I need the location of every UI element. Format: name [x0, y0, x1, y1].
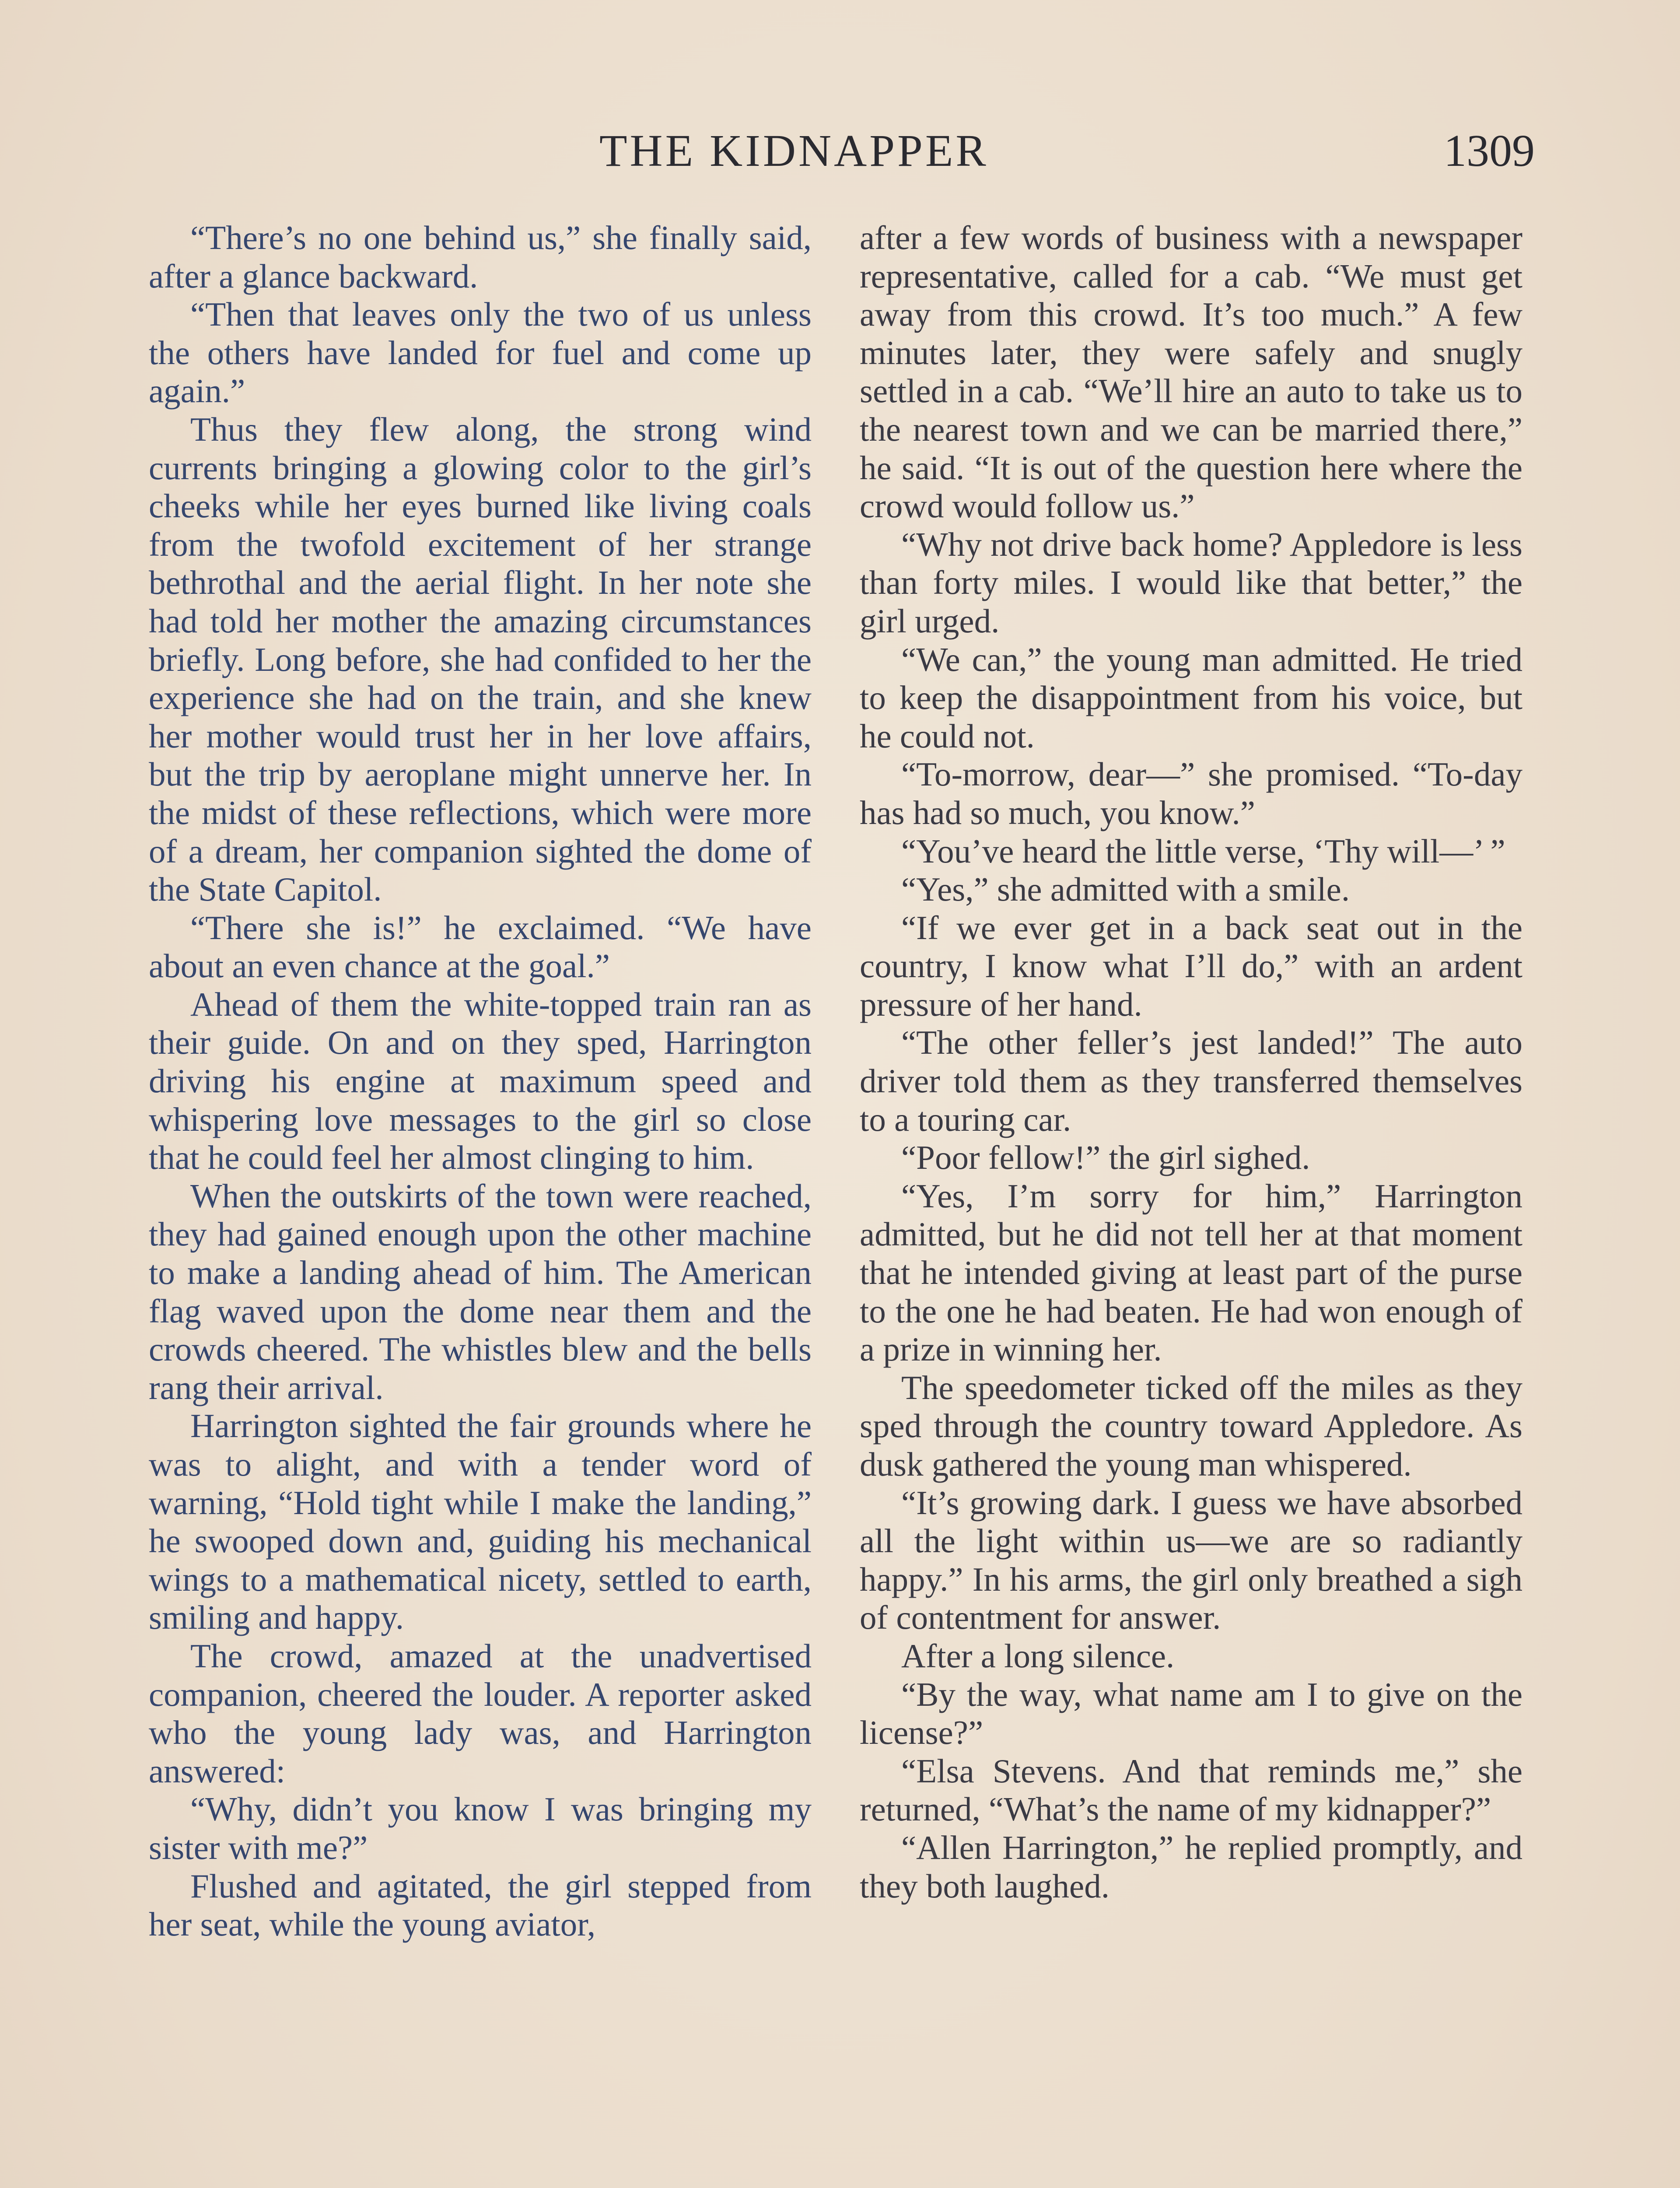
paragraph: “Why, didn’t you know I was bringing my sister with me?” — [149, 1790, 812, 1866]
paragraph: after a few words of business with a newspaper representative, called for a cab. “We must get away from this crowd. It’s too much.” A few minutes later, they were safely and snugly settled in a cab. “We’ll hire an auto to take us to the nearest town and we can be married there,” he said. “It is out of the question here where the crowd would follow us.” — [860, 219, 1522, 525]
paragraph: “If we ever get in a back seat out in the country, I know what I’ll do,” with an ardent pressure of her hand. — [860, 908, 1522, 1023]
paragraph: “Yes,” she admitted with a smile. — [901, 870, 1350, 908]
paragraph: “We can,” the young man admitted. He tried to keep the disappointment from his voice, but he could not. — [860, 640, 1522, 755]
left-column — [149, 219, 812, 1944]
paragraph: The speedometer ticked off the miles as they sped through the country toward Appledore. As dusk gathered the young man whispered. — [860, 1368, 1522, 1483]
paragraph: “Allen Harrington,” he replied promptly, and they both laughed. — [860, 1828, 1522, 1905]
running-head-title: THE KIDNAPPER — [599, 126, 989, 176]
paragraph: “The other feller’s jest landed!” The auto driver told them as they transferred themselves to a touring car. — [860, 1024, 1522, 1138]
paragraph: “Why not drive back home? Appledore is less than forty miles. I would like that better,” the girl urged. — [860, 525, 1522, 640]
paragraph: When the outskirts of the town were reached, they had gained enough upon the other machine to make a landing ahead of him. The American flag waved upon the dome near them and the crowds cheered. The whistles blew and the bells rang their arrival. — [149, 1177, 812, 1406]
paragraph: “Then that leaves only the two of us unless the others have landed for fuel and come up again.” — [149, 295, 812, 410]
paragraph: Ahead of them the white-topped train ran as their guide. On and on they sped, Harrington driving his engine at maximum speed and whispering love messages to the girl so close that he could feel her almost clinging to him. — [149, 985, 812, 1177]
paragraph: “It’s growing dark. I guess we have absorbed all the light within us—we are so radiantly happy.” In his arms, the girl only breathed a sigh of contentment for answer. — [860, 1483, 1522, 1637]
paragraph: “Elsa Stevens. And that reminds me,” she returned, “What’s the name of my kidnapper?” — [860, 1752, 1522, 1828]
right-column — [860, 219, 1522, 1905]
paragraph: “To-morrow, dear—” she promised. “To-day has had so much, you know.” — [860, 755, 1522, 831]
paragraph: “Poor fellow!” the girl sighed. — [901, 1139, 1310, 1177]
paragraph: The crowd, amazed at the unadvertised companion, cheered the louder. A reporter asked who the young lady was, and Harrington answered: — [149, 1637, 812, 1790]
paragraph: “By the way, what name am I to give on the license?” — [860, 1675, 1522, 1752]
paragraph: Thus they flew along, the strong wind currents bringing a glowing color to the girl’s cheeks while her eyes burned like living coals from the twofold excitement of her strange bethrothal and the aerial flight. In her note she had told her mother the amazing circumstances briefly. Long before, she had confided to her the experience she had on the train, and she knew her mother would trust her in her love affairs, but the trip by aeroplane might unnerve her. In the midst of these reflections, which were more of a dream, her companion sighted the dome of the State Capitol. — [149, 410, 812, 908]
paragraph: After a long silence. — [901, 1637, 1175, 1675]
paragraph: “There’s no one behind us,” she finally said, after a glance backward. — [149, 219, 812, 295]
paragraph: “Yes, I’m sorry for him,” Harrington admitted, but he did not tell her at that moment that he intended giving at least part of the purse to the one he had beaten. He had won enough of a prize in winning her. — [860, 1177, 1522, 1368]
paragraph: Flushed and agitated, the girl stepped from her seat, while the young aviator, — [149, 1867, 812, 1943]
page-number: 1309 — [1444, 126, 1535, 176]
paragraph: Harrington sighted the fair grounds where he was to alight, and with a tender word of warning, “Hold tight while I make the landing,” he swooped down and, guiding his mechanical wings to a mathematical nicety, settled to earth, smiling and happy. — [149, 1407, 812, 1637]
paragraph: “There she is!” he exclaimed. “We have about an even chance at the goal.” — [149, 908, 812, 985]
paragraph: “You’ve heard the little verse, ‘Thy will—’ ” — [901, 832, 1505, 870]
